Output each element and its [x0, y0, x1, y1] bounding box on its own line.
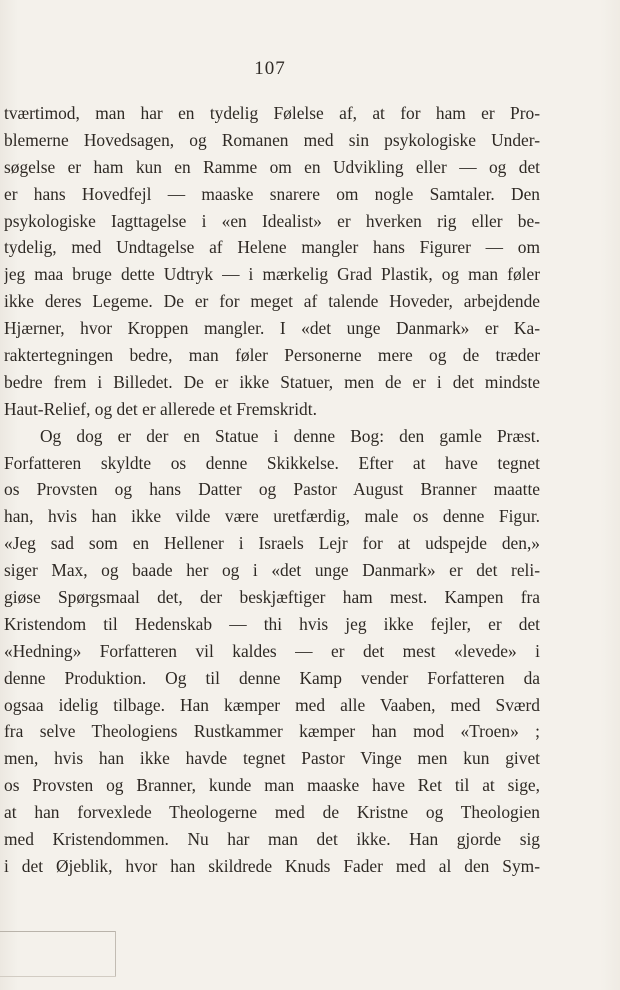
text-line: Kristendom til Hedenskab — thi hvis jeg ikke fejler, er det [4, 613, 540, 634]
text-line: blemerne Hovedsagen, og Romanen med sin psykologiske Under- [4, 129, 540, 150]
text-line: siger Max, og baade her og i «det unge Danmark» er det reli- [4, 560, 540, 581]
text-line: jeg maa bruge dette Udtryk — i mærkelig Grad Plastik, og man føler [4, 264, 540, 285]
page-number: 107 [254, 58, 286, 79]
text-line: Haut-Relief, og det er allerede et Fremskridt. [4, 398, 317, 419]
crop-mark-right [115, 931, 116, 977]
body-text [4, 100, 540, 880]
text-line: os Provsten og Branner, kunde man maaske have Ret til at sige, [4, 775, 540, 796]
text-line: med Kristendommen. Nu har man det ikke. Han gjorde sig [4, 829, 540, 850]
text-line: men, hvis han ikke havde tegnet Pastor Vinge men kun givet [4, 748, 540, 769]
text-line: at han forvexlede Theologerne med de Kristne og Theologien [4, 802, 540, 823]
text-line: han, hvis han ikke vilde være uretfærdig, male os denne Figur. [4, 506, 540, 527]
text-line: os Provsten og hans Datter og Pastor August Branner maatte [4, 479, 540, 500]
text-line: «Hedning» Forfatteren vil kaldes — er det mest «levede» i [4, 640, 540, 661]
text-line: bedre frem i Billedet. De er ikke Statuer, men de er i det mindste [4, 371, 540, 392]
text-line: ikke deres Legeme. De er for meget af talende Hoveder, arbejdende [4, 291, 540, 312]
text-line: «Jeg sad som en Hellener i Israels Lejr for at udspejde den,» [4, 533, 540, 554]
text-line: Hjærner, hvor Kroppen mangler. I «det unge Danmark» er Ka- [4, 318, 540, 339]
text-line: fra selve Theologiens Rustkammer kæmper han mod «Troen» ; [4, 721, 540, 742]
crop-mark-top [0, 931, 116, 932]
text-line: raktertegningen bedre, man føler Personerne mere og de træder [4, 345, 540, 366]
text-line: psykologiske Iagttagelse i «en Idealist» er hverken rig eller be- [4, 210, 540, 231]
text-line: tydelig, med Undtagelse af Helene mangler hans Figurer — om [4, 237, 540, 258]
crop-mark-bottom [0, 976, 116, 977]
text-line: giøse Spørgsmaal det, der beskjæftiger ham mest. Kampen fra [4, 587, 540, 608]
text-line: søgelse er ham kun en Ramme om en Udvikling eller — og det [4, 156, 540, 177]
text-line: ogsaa idelig tilbage. Han kæmper med alle Vaaben, med Sværd [4, 694, 540, 715]
text-line: tværtimod, man har en tydelig Følelse af, at for ham er Pro- [4, 103, 540, 123]
text-line: i det Øjeblik, hvor han skildrede Knuds Fader med al den Sym- [4, 855, 540, 876]
text-line: Forfatteren skyldte os denne Skikkelse. Efter at have tegnet [4, 452, 540, 473]
text-line: Og dog er der en Statue i denne Bog: den gamle Præst. [40, 425, 540, 446]
text-line: er hans Hovedfejl — maaske snarere om nogle Samtaler. Den [4, 183, 540, 204]
text-line: denne Produktion. Og til denne Kamp vender Forfatteren da [4, 667, 540, 688]
